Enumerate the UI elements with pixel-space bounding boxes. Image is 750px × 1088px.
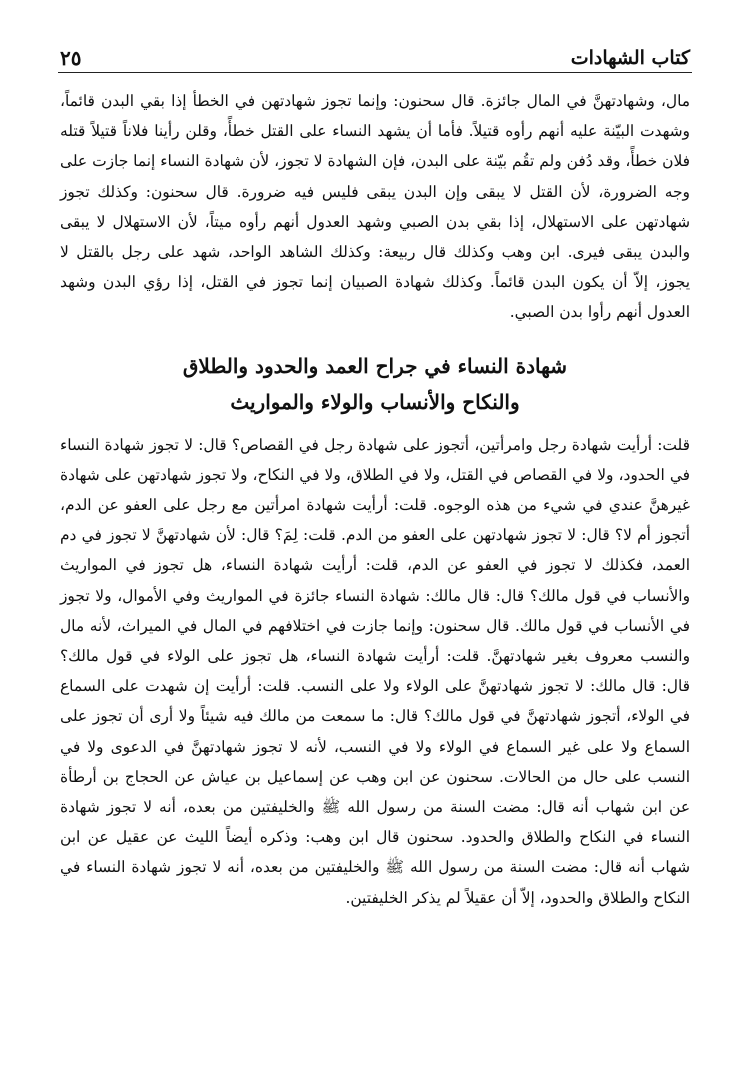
body-paragraph-1: مال، وشهادتهنَّ في المال جائزة. قال سحنون: وإنما تجوز شهادتهن في الخطأ إذا بقي البدن قائماً، وشهدت البيّنة عليه أنهم رأوه قتيلاً. فأما أن يشهد النساء على القتل خطأً، وقلن رأينا فلاناً قتيلاً قتله فلان خطأً، وقد دُفن ولم تقُم بيّنة على البدن، فإن الشهادة لا تجوز، لأن شهادة النساء إنما جازت على وجه الضرورة، لأن القتل لا يبقى وإن البدن يبقى فليس فيه ضرورة. قال سحنون: وكذلك تجوز شهادتهن على الاستهلال، إذا بقي بدن الصبي وشهد العدول أنهم رأوه ميتاً، لأن الاستهلال لا يبقى والبدن يبقى فيرى. ابن وهب وكذلك قال ربيعة: وكذلك الشاهد الواحد، شهد على رجل بالقتل لا يجوز، إلاّ أن يكون البدن قائماً. وكذلك شهادة الصبيان إنما تجوز في القتل، إذا رؤي البدن وشهد العدول أنهم رأوا بدن الصبي. (60, 92, 690, 322)
section-heading (60, 348, 690, 420)
header-divider (58, 72, 692, 73)
page-number: ٢٥ (60, 46, 82, 70)
running-head-title: كتاب الشهادات (570, 47, 690, 69)
body-paragraph-2: قلت: أرأيت شهادة رجل وامرأتين، أتجوز على شهادة رجل في القصاص؟ قال: لا تجوز شهادة النساء في الحدود، ولا في القصاص في القتل، ولا في الطلاق، ولا في النكاح، ولا تجوز شهادتهن على شهادة غيرهنَّ عندي في شيء من هذه الوجوه. قلت: أرأيت شهادة امرأتين مع رجل على العفو عن الدم، أتجوز أم لا؟ قال: لا تجوز شهادتهن على العفو من الدم. قلت: لِمَ؟ قال: لأن شهادتهنَّ لا تجوز في دم العمد، فكذلك لا تجوز في العفو عن الدم، قلت: أرأيت شهادة النساء، هل تجوز في المواريث والأنساب في قول مالك؟ قال: قال مالك: شهادة النساء جائزة في المواريث وفي الأموال، ولا تجوز في الأنساب في قول مالك. قال سحنون: وإنما جازت في اختلافهم في المال في الميراث، لأنه مال والنسب معروف بغير شهادتهنَّ. قلت: أرأيت شهادة النساء، هل تجوز على الولاء في قول مالك؟ قال: قال مالك: لا تجوز شهادتهنَّ على الولاء ولا على النسب. قلت: أرأيت إن شهدت على السماع في الولاء، أتجوز شهادتهنَّ في قول مالك؟ قال: ما سمعت من مالك فيه شيئاً ولا أرى أن تجوز على السماع ولا على غير السماع في الولاء ولا في النسب، لأنه لا تجوز شهادتهنَّ في الدعوى ولا في النسب على حال من الحالات. سحنون عن ابن وهب عن إسماعيل بن عياش عن الحجاج بن أرطأة عن ابن شهاب أنه قال: مضت السنة من رسول الله ﷺ والخليفتين من بعده، أنه لا تجوز شهادة النساء في النكاح والطلاق والحدود. سحنون قال ابن وهب: وذكره أيضاً الليث عن عقيل عن ابن شهاب أنه قال: مضت السنة من رسول الله ﷺ والخليفتين من بعده، أنه لا تجوز شهادة النساء في النكاح والطلاق والحدود، إلاّ أن عقيلاً لم يذكر الخليفتين. (60, 435, 690, 907)
section-heading-line-2: والنكاح والأنساب والولاء والمواريث (230, 389, 520, 414)
page-body (60, 86, 690, 913)
page-header (60, 38, 690, 68)
section-heading-line-1: شهادة النساء في جراح العمد والحدود والطلاق (182, 353, 568, 378)
